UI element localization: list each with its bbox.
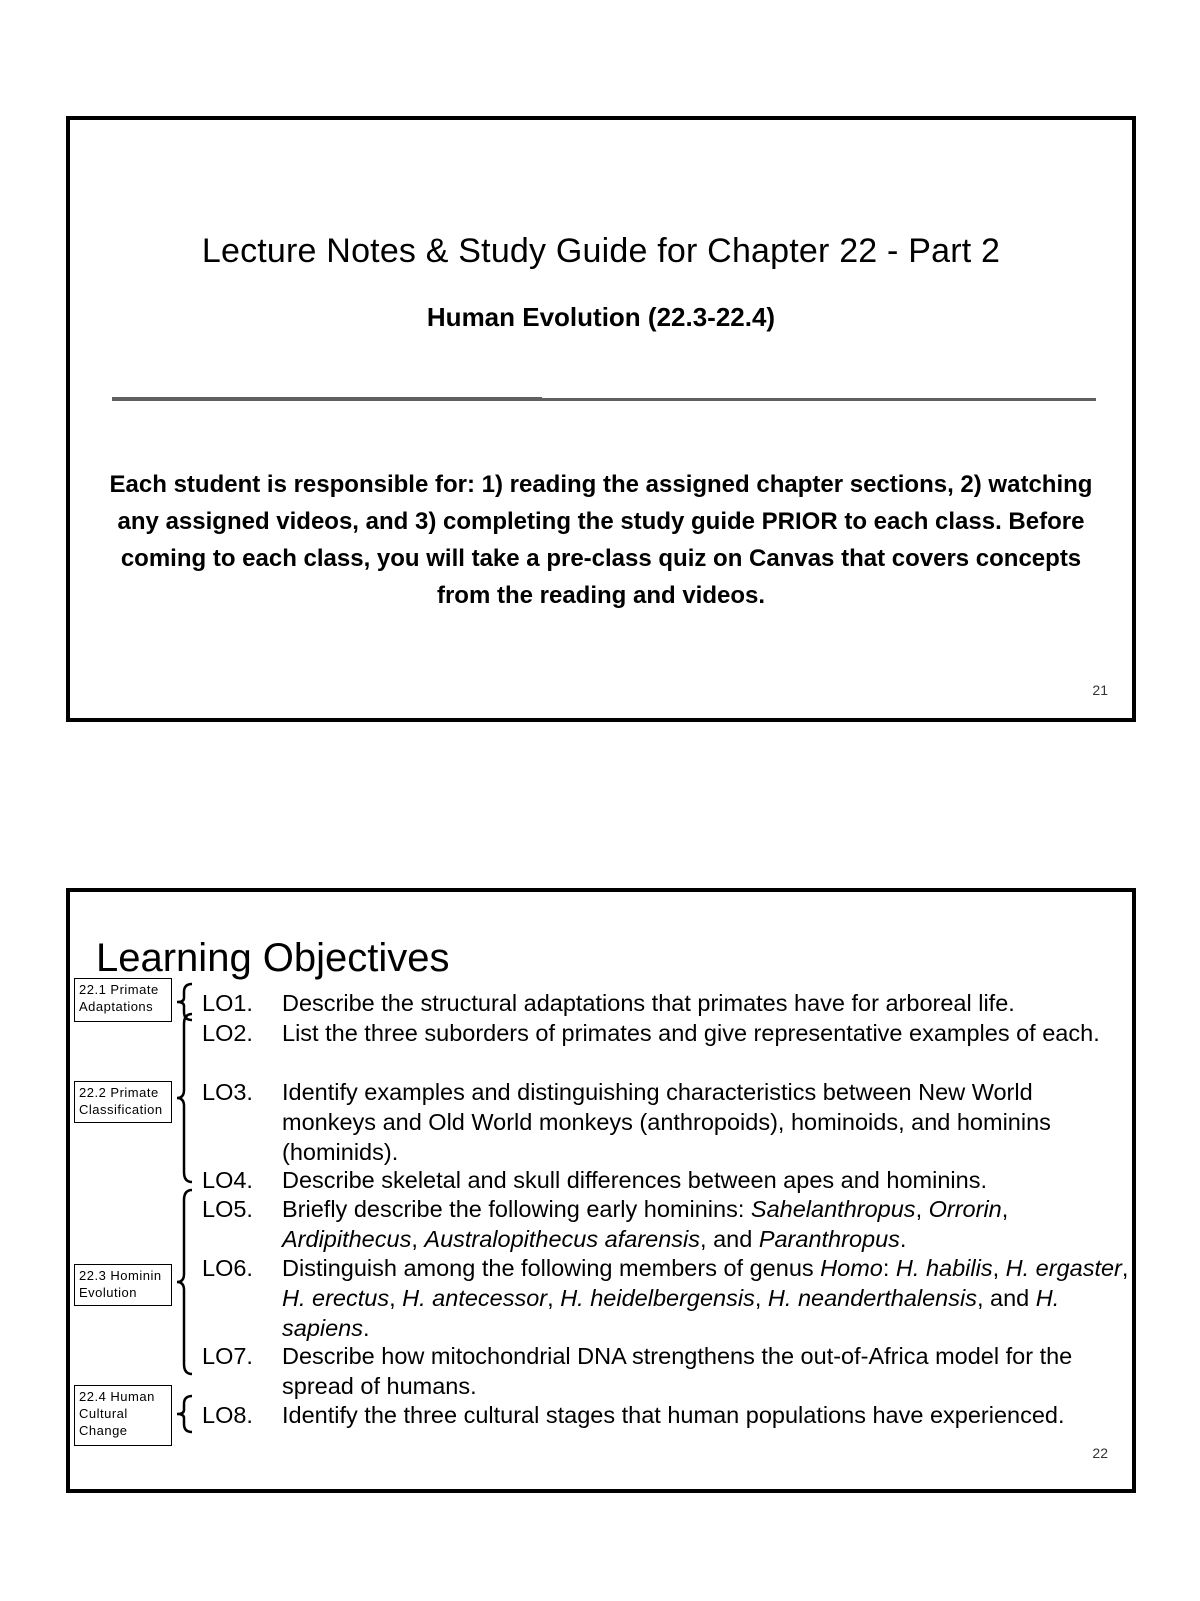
section-tag-22-1: 22.1 Primate Adaptations (74, 978, 172, 1022)
slide-subtitle: Human Evolution (22.3-22.4) (426, 302, 776, 332)
divider-line (112, 398, 1096, 401)
slide-21 (66, 116, 1136, 722)
section-tag-22-2: 22.2 Primate Classification (74, 1081, 172, 1123)
objective-lo7: LO7. Describe how mitochondrial DNA strengthens the out-of-Africa model for the spread of humans. (202, 1343, 1073, 1399)
section-tag-22-4: 22.4 Human Cultural Change (74, 1385, 172, 1446)
objective-lo5: LO5. Briefly describe the following early hominins: Sahelanthropus, Orrorin, Ardipithecus, Australopithecus afarensis, and Paranthropus. (202, 1196, 1009, 1252)
section-tag-22-3: 22.3 Hominin Evolution (74, 1264, 172, 1306)
objective-lo3: LO3. Identify examples and distinguishing characteristics between New World monkeys and Old World monkeys (anthropoids), hominoids, and hominins (hominids). (202, 1079, 1051, 1165)
objective-lo6: LO6. Distinguish among the following members of genus Homo: H. habilis, H. ergaster, H. erectus, H. antecessor, H. heidelbergensis, H. neanderthalensis, and H. sapiens. (202, 1255, 1129, 1341)
slide-title: Lecture Notes & Study Guide for Chapter 22 - Part 2 (201, 232, 1001, 270)
brace-22-4 (172, 1394, 202, 1434)
page-number: 21 (1092, 682, 1108, 698)
objective-lo8: LO8. Identify the three cultural stages that human populations have experienced. (202, 1402, 1065, 1428)
learning-objectives-title: Learning Objectives (96, 936, 450, 980)
brace-22-3 (172, 1188, 202, 1376)
slide-22 (66, 888, 1136, 1493)
page-number: 22 (1092, 1445, 1108, 1461)
brace-22-2 (172, 1012, 202, 1184)
objective-lo1: LO1. Describe the structural adaptations that primates have for arboreal life. (202, 990, 1015, 1016)
responsibility-notice: Each student is responsible for: 1) reading the assigned chapter sections, 2) watching any assigned videos, and 3) completing the study guide PRIOR to each class. Before coming to each class, you will take a pre-class quiz on Canvas that covers concepts from the reading and videos. (109, 471, 1093, 609)
objective-lo2: LO2. List the three suborders of primates and give representative examples of each. (202, 1020, 1100, 1046)
objective-lo4: LO4. Describe skeletal and skull differences between apes and hominins. (202, 1167, 987, 1193)
